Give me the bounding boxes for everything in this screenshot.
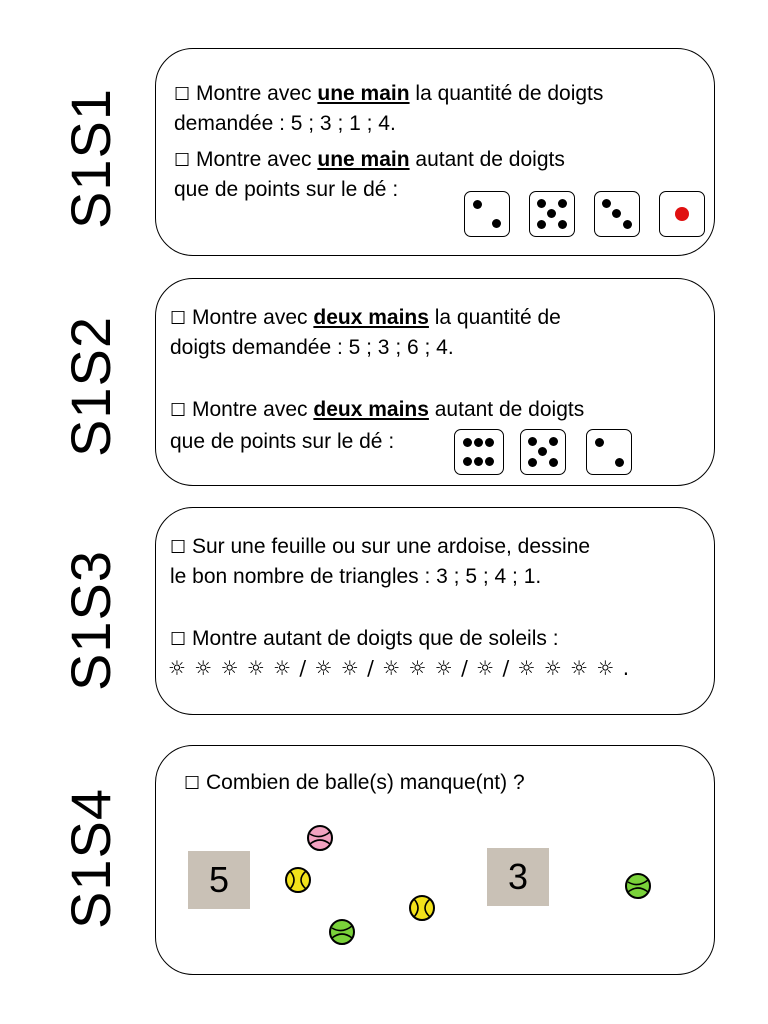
tennis-ball-icon (408, 894, 436, 922)
instruction-line: que de points sur le dé : (170, 430, 395, 453)
instruction-line: que de points sur le dé : (174, 178, 399, 201)
checkbox-icon[interactable]: ☐ (174, 150, 191, 171)
number-box: 5 (188, 851, 250, 909)
card-label-s1s2: S1S2 (58, 315, 122, 457)
instruction-line: ☐ Montre autant de doigts que de soleils : (170, 627, 559, 650)
die-face-icon (594, 191, 640, 237)
card-label-s1s4: S1S4 (58, 787, 122, 929)
tennis-ball-icon (284, 866, 312, 894)
checkbox-icon[interactable]: ☐ (174, 84, 191, 105)
instruction-line: le bon nombre de triangles : 3 ; 5 ; 4 ; 1. (170, 565, 542, 588)
tennis-ball-icon (624, 872, 652, 900)
instruction-line: ☐ Sur une feuille ou sur une ardoise, dessine (170, 535, 591, 558)
number-box: 3 (487, 848, 549, 906)
instruction-line: ☐ Montre avec une main autant de doigts (174, 148, 565, 171)
checkbox-icon[interactable]: ☐ (184, 773, 201, 794)
checkbox-icon[interactable]: ☐ (170, 629, 187, 650)
die-face-icon (529, 191, 575, 237)
card-label-s1s1: S1S1 (58, 87, 122, 229)
card-s1s4 (155, 745, 715, 975)
die-face-icon (454, 429, 504, 475)
checkbox-icon[interactable]: ☐ (170, 537, 187, 558)
card-s1s1 (155, 48, 715, 256)
instruction-line: ☐ Montre avec deux mains la quantité de (170, 306, 561, 329)
die-face-icon (464, 191, 510, 237)
card-s1s3 (155, 507, 715, 715)
die-face-icon (586, 429, 632, 475)
instruction-line: ☐ Combien de balle(s) manque(nt) ? (184, 771, 525, 794)
instruction-line: demandée : 5 ; 3 ; 1 ; 4. (174, 112, 396, 135)
suns-row: ☼ ☼ ☼ ☼ ☼ / ☼ ☼ / ☼ ☼ ☼ / ☼ / ☼ ☼ ☼ ☼ . (168, 656, 631, 680)
instruction-line: doigts demandée : 5 ; 3 ; 6 ; 4. (170, 336, 454, 359)
instruction-line: ☐ Montre avec deux mains autant de doigts (170, 398, 585, 421)
die-face-icon (659, 191, 705, 237)
checkbox-icon[interactable]: ☐ (170, 400, 187, 421)
card-s1s2 (155, 278, 715, 486)
card-label-s1s3: S1S3 (58, 549, 122, 691)
die-face-icon (520, 429, 566, 475)
checkbox-icon[interactable]: ☐ (170, 308, 187, 329)
tennis-ball-icon (306, 824, 334, 852)
tennis-ball-icon (328, 918, 356, 946)
instruction-line: ☐ Montre avec une main la quantité de doigts (174, 82, 604, 105)
